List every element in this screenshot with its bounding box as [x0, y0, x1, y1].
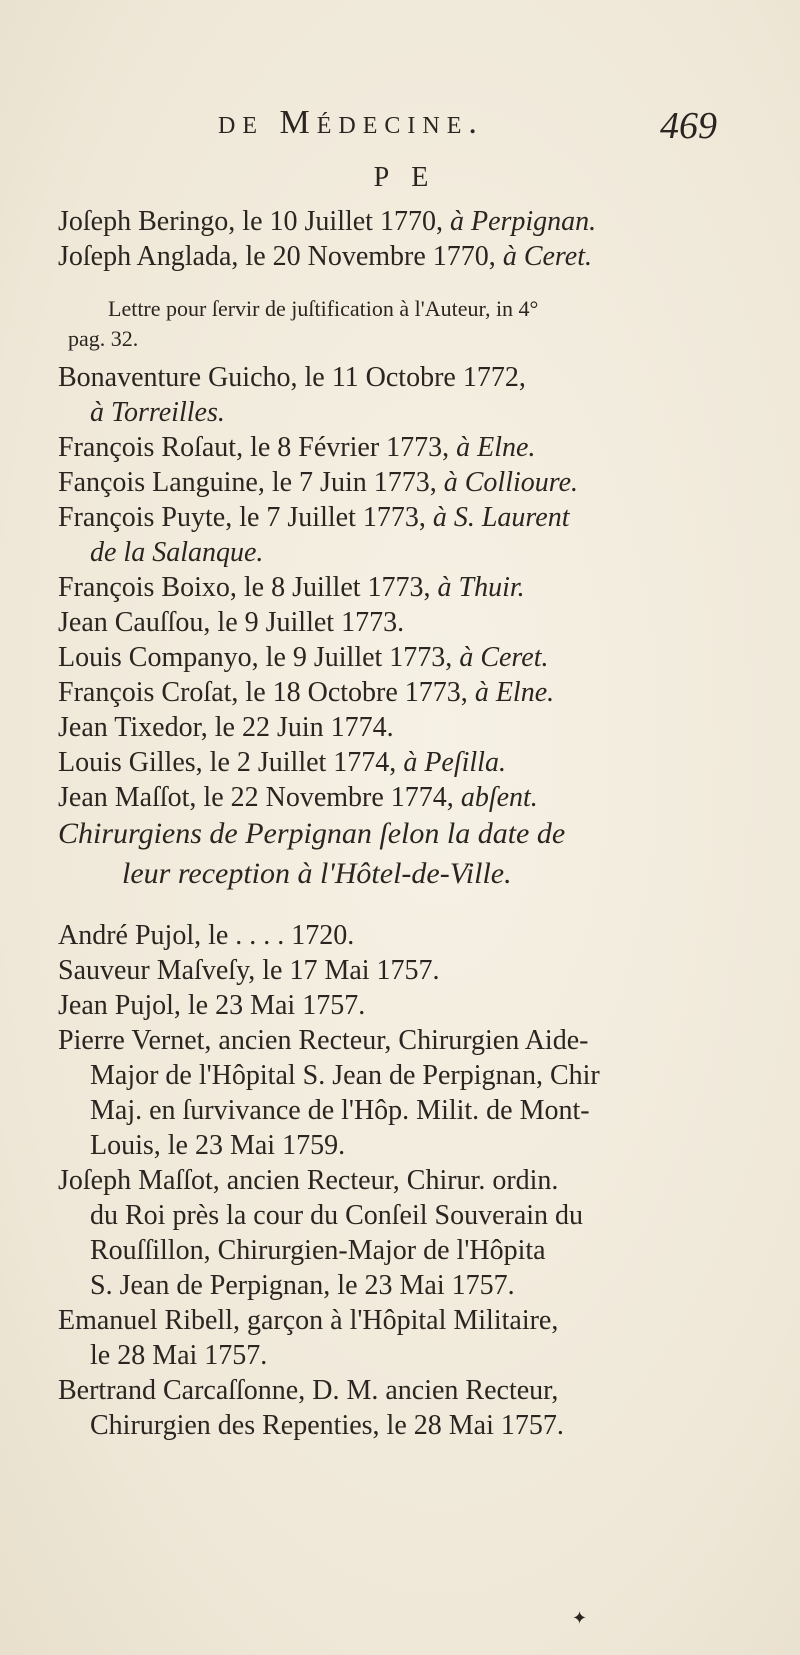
list-item: François Puyte, le 7 Juillet 1773, à S. Laurent de la Salanque. [58, 502, 570, 568]
list-item: Bonaventure Guicho, le 11 Octobre 1772, à Torreilles. [58, 362, 526, 428]
list-item: François Roſaut, le 8 Février 1773, à Elne. [58, 432, 536, 463]
footnote [58, 294, 748, 354]
list-item: Louis Gilles, le 2 Juillet 1774, à Peſilla. [58, 747, 506, 778]
section-heading-line: Chirurgiens de Perpignan ſelon la date de [58, 817, 566, 850]
list-item: Jean Tixedor, le 22 Juin 1774. [58, 712, 394, 743]
page-number: 469 [660, 105, 717, 147]
footnote-line: pag. 32. [68, 326, 139, 351]
entries-block-c [58, 918, 748, 1443]
entries-block-b [58, 360, 748, 815]
running-head: de Médecine. [218, 104, 484, 141]
list-item: Jean Maſſot, le 22 Novembre 1774, abſent. [58, 782, 538, 813]
section-heading [58, 814, 748, 894]
list-item: Pierre Vernet, ancien Recteur, Chirurgien Aide- Major de l'Hôpital S. Jean de Perpignan, Chir Maj. en ſurvivance de l'Hôp. Milit. de Mont- Louis, le 23 Mai 1759. [58, 1025, 600, 1161]
list-item: Jean Cauſſou, le 9 Juillet 1773. [58, 607, 405, 638]
list-item: Joſeph Anglada, le 20 Novembre 1770, à Ceret. [58, 241, 592, 272]
entries-block-a [58, 204, 748, 274]
list-item: Louis Companyo, le 9 Juillet 1773, à Ceret. [58, 642, 549, 673]
page-header [0, 104, 800, 154]
list-item: Sauveur Maſveſy, le 17 Mai 1757. [58, 955, 440, 986]
ornament-icon: ✦ [572, 1608, 588, 1628]
list-item: François Boixo, le 8 Juillet 1773, à Thuir. [58, 572, 525, 603]
footnote-line: Lettre pour ſervir de juſtification à l'Auteur, in 4° [108, 296, 539, 321]
section-heading-line: leur reception à l'Hôtel-de-Ville. [122, 857, 512, 890]
list-item: François Croſat, le 18 Octobre 1773, à Elne. [58, 677, 555, 708]
list-item: Bertrand Carcaſſonne, D. M. ancien Recteur, Chirurgien des Repenties, le 28 Mai 1757. [58, 1375, 564, 1441]
list-item: André Pujol, le . . . . 1720. [58, 920, 355, 951]
list-item: Emanuel Ribell, garçon à l'Hôpital Militaire, le 28 Mai 1757. [58, 1305, 559, 1371]
section-letters: P E [373, 162, 437, 193]
list-item: Fançois Languine, le 7 Juin 1773, à Collioure. [58, 467, 579, 498]
list-item: Joſeph Maſſot, ancien Recteur, Chirur. ordin. du Roi près la cour du Conſeil Souverain du Rouſſillon, Chirurgien-Major de l'Hôpita S. Jean de Perpignan, le 23 Mai 1757. [58, 1165, 584, 1301]
list-item: Joſeph Beringo, le 10 Juillet 1770, à Perpignan. [58, 206, 597, 237]
list-item: Jean Pujol, le 23 Mai 1757. [58, 990, 366, 1021]
